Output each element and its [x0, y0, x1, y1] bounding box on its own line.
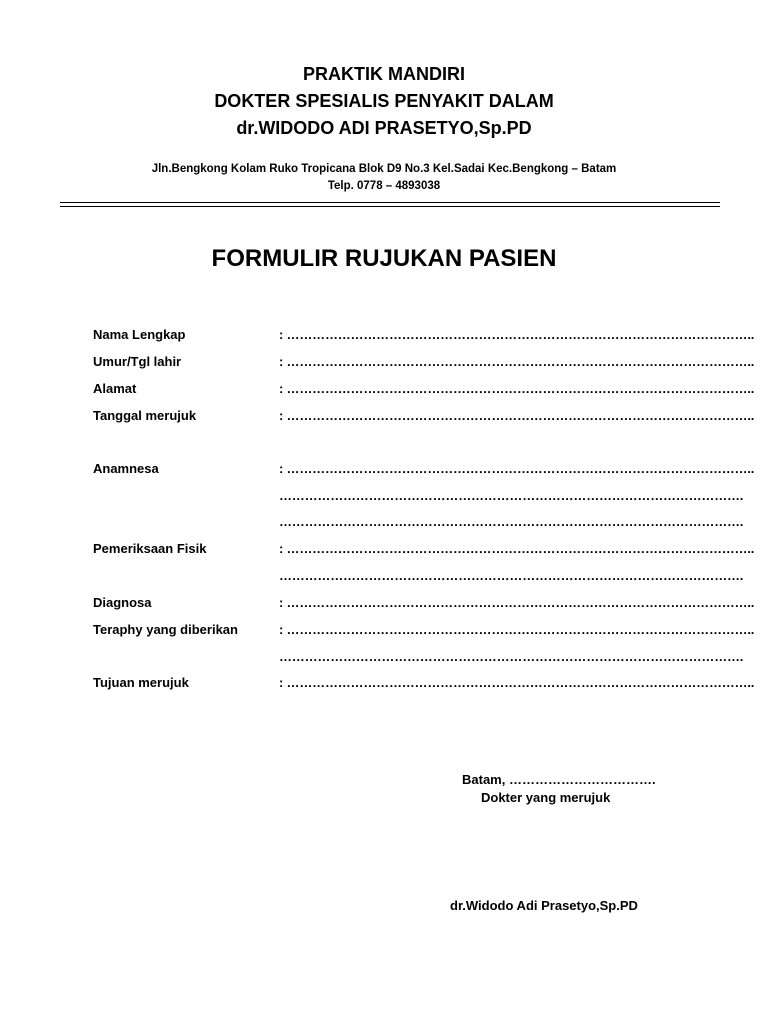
- anamnesa-field-line-2[interactable]: ……………………………………………………………………………………………….: [279, 488, 744, 503]
- teraphy-field-line-2[interactable]: ……………………………………………………………………………………………….: [279, 649, 744, 664]
- teraphy-label: Teraphy yang diberikan: [93, 622, 238, 637]
- alamat-field[interactable]: : ………………………………………………………………………………………………..: [279, 381, 755, 396]
- umur-label: Umur/Tgl lahir: [93, 354, 182, 369]
- nama-field[interactable]: : ………………………………………………………………………………………………..: [279, 327, 755, 342]
- diagnosa-label: Diagnosa: [93, 595, 152, 610]
- header-rule-top: [60, 202, 720, 203]
- anamnesa-field[interactable]: : ………………………………………………………………………………………………..: [279, 461, 755, 476]
- teraphy-field[interactable]: : ………………………………………………………………………………………………..: [279, 622, 755, 637]
- tanggal-field[interactable]: : ………………………………………………………………………………………………..: [279, 408, 755, 423]
- signature-place-date[interactable]: Batam, …………………………….: [462, 772, 656, 787]
- anamnesa-label: Anamnesa: [93, 461, 159, 476]
- clinic-specialty: DOKTER SPESIALIS PENYAKIT DALAM: [214, 91, 554, 111]
- signature-doctor-name: dr.Widodo Adi Prasetyo,Sp.PD: [450, 898, 638, 913]
- pemeriksaan-field-line-2[interactable]: ……………………………………………………………………………………………….: [279, 568, 744, 583]
- clinic-address: Jln.Bengkong Kolam Ruko Tropicana Blok D9 No.3 Kel.Sadai Kec.Bengkong – Batam: [151, 163, 617, 175]
- pemeriksaan-label: Pemeriksaan Fisik: [93, 541, 207, 556]
- diagnosa-field[interactable]: : ………………………………………………………………………………………………..: [279, 595, 755, 610]
- umur-field[interactable]: : ………………………………………………………………………………………………..: [279, 354, 755, 369]
- tujuan-label: Tujuan merujuk: [93, 675, 189, 690]
- doctor-name-header: dr.WIDODO ADI PRASETYO,Sp.PD: [236, 118, 532, 138]
- form-title: FORMULIR RUJUKAN PASIEN: [211, 245, 557, 272]
- pemeriksaan-field[interactable]: : ………………………………………………………………………………………………..: [279, 541, 755, 556]
- header-rule-bottom: [60, 206, 720, 207]
- alamat-label: Alamat: [93, 381, 137, 396]
- signature-role: Dokter yang merujuk: [481, 790, 611, 805]
- nama-label: Nama Lengkap: [93, 327, 186, 342]
- tanggal-label: Tanggal merujuk: [93, 408, 197, 423]
- clinic-phone: Telp. 0778 – 4893038: [327, 180, 441, 192]
- anamnesa-field-line-3[interactable]: ……………………………………………………………………………………………….: [279, 514, 744, 529]
- tujuan-field[interactable]: : ………………………………………………………………………………………………..: [279, 675, 755, 690]
- clinic-type: PRAKTIK MANDIRI: [303, 64, 465, 84]
